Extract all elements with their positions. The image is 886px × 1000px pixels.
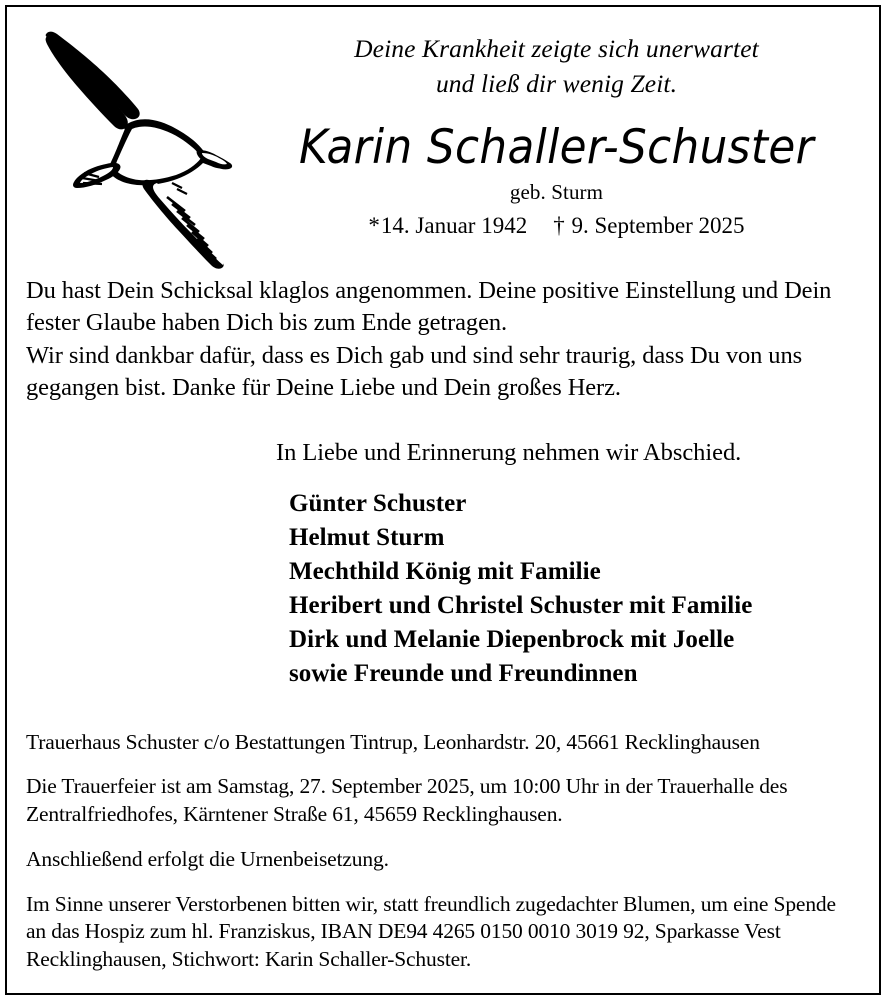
mourners-list (26, 487, 861, 690)
mourner-item: Dirk und Melanie Diepenbrock mit Joelle (289, 625, 735, 653)
urn-burial-note: Anschließend erfolgt die Urnenbeisetzung. (26, 846, 389, 871)
mourner-item: Heribert und Christel Schuster mit Familie (289, 591, 753, 619)
mourner-item: Günter Schuster (289, 490, 467, 518)
mourner-item: Helmut Sturm (289, 524, 445, 552)
epitaph-line-2: und ließ dir wenig Zeit. (435, 69, 678, 99)
birth-symbol: * (368, 213, 381, 239)
tribute-text (26, 275, 861, 404)
life-dates (252, 213, 861, 239)
death-date: 9. September 2025 (571, 213, 745, 239)
tribute-paragraph-2: Wir sind dankbar dafür, dass es Dich gab und sind sehr traurig, dass Du von uns gegangen bist. Danke für Deine Liebe und Dein großes Herz. (26, 341, 803, 401)
notice-border-frame (5, 5, 881, 995)
notice-header (7, 7, 879, 275)
notice-body (7, 275, 879, 691)
farewell-line: In Liebe und Erinnerung nehmen wir Abschied. (276, 439, 742, 467)
epitaph (252, 31, 861, 101)
epitaph-line-1: Deine Krankheit zeigte sich unerwartet (354, 34, 759, 63)
mourner-item: sowie Freunde und Freundinnen (289, 659, 638, 687)
mourner-item: Mechthild König mit Familie (289, 558, 601, 586)
death-symbol: † (553, 213, 566, 239)
tribute-paragraph-1: Du hast Dein Schicksal klaglos angenommen. Deine positive Einstellung und Dein fester Glaube haben Dich bis zum Ende getragen. (26, 277, 832, 337)
donation-request: Im Sinne unserer Verstorbenen bitten wir, statt freundlich zugedachter Blumen, um eine Spende an das Hospiz zum hl. Franziskus, IBAN DE94 4265 0150 0010 3019 92, Sparkasse Vest Recklinghausen, Stichwort: Karin Schaller-Schuster. (26, 891, 836, 971)
deceased-name: Karin Schaller-Schuster (299, 120, 814, 176)
service-details (7, 729, 879, 974)
mourning-house-address: Trauerhaus Schuster c/o Bestattungen Tintrup, Leonhardstr. 20, 45661 Recklinghausen (26, 729, 760, 754)
funeral-service-info: Die Trauerfeier ist am Samstag, 27. September 2025, um 10:00 Uhr in der Trauerhalle des Zentralfriedhofes, Kärntener Straße 61, 45659 Recklinghausen. (26, 774, 788, 827)
seagull-icon (39, 25, 244, 275)
header-text-block (252, 31, 861, 239)
maiden-name: geb. Sturm (509, 180, 604, 205)
birth-date: 14. Januar 1942 (380, 213, 528, 239)
